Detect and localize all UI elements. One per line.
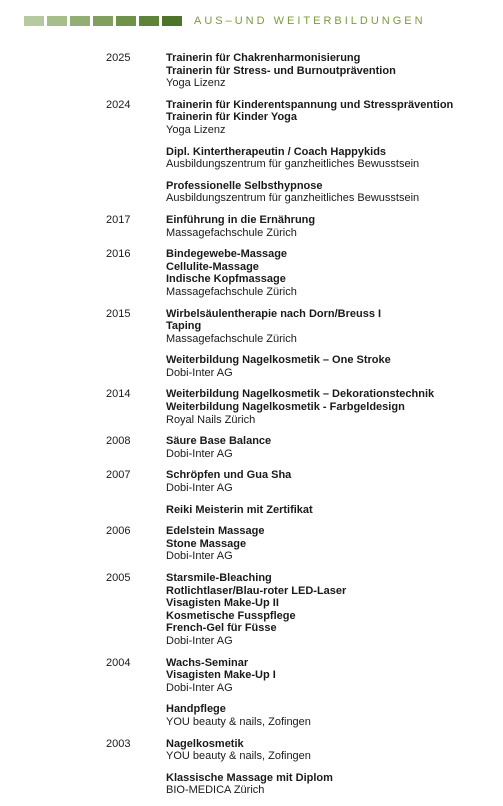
entry-year: 2005 <box>106 572 131 584</box>
entry-institution: Dobi-Inter AG <box>166 550 233 563</box>
entry-institution: Massagefachschule Zürich <box>166 332 297 345</box>
entry-year: 2004 <box>106 656 131 669</box>
entry-title: Handpflege <box>166 703 226 716</box>
education-entry <box>0 657 503 695</box>
education-entry <box>0 248 503 298</box>
entry-year: 2017 <box>106 213 131 226</box>
entry-title: Cellulite-Massage <box>166 260 259 273</box>
education-entry <box>0 469 503 494</box>
education-entry <box>0 354 503 379</box>
entry-title: Trainerin für Stress- und Burnoutprävention <box>166 64 396 77</box>
entry-year: 2016 <box>106 248 131 261</box>
entry-title: Stone Massage <box>166 537 247 550</box>
entry-title: Weiterbildung Nagelkosmetik - Farbgeldesign <box>166 401 405 414</box>
entry-institution: Yoga Lizenz <box>166 77 226 90</box>
education-entry <box>0 146 503 171</box>
entry-title: Bindegewebe-Massage <box>166 248 288 261</box>
section-header <box>24 14 426 28</box>
entry-institution: Ausbildungszentrum für ganzheitliches Bewusstsein <box>166 158 420 171</box>
entry-year: 2025 <box>106 52 131 64</box>
education-entry <box>0 99 503 137</box>
education-entry <box>0 525 503 563</box>
entry-title: Visagisten Make-Up I <box>166 669 276 682</box>
entry-institution: Massagefachschule Zürich <box>166 226 297 239</box>
entry-title: Indische Kopfmassage <box>166 273 286 286</box>
entry-title: Weiterbildung Nagelkosmetik – Dekorationstechnik <box>166 388 435 401</box>
entry-year: 2006 <box>106 525 131 538</box>
entry-title: Rotlichtlaser/Blau-roter LED-Laser <box>166 584 347 597</box>
entry-title: Wirbelsäulentherapie nach Dorn/Breuss I <box>166 307 382 320</box>
section-title: AUS–UND WEITERBILDUNGEN <box>194 15 426 27</box>
entry-institution: Dobi-Inter AG <box>166 634 233 647</box>
entry-title: Nagelkosmetik <box>166 737 244 750</box>
decorative-bar <box>47 16 67 26</box>
entry-year: 2015 <box>106 307 131 320</box>
entry-title: French-Gel für Füsse <box>166 622 277 635</box>
entry-year: 2014 <box>106 388 131 401</box>
entry-title: Kosmetische Fusspflege <box>166 609 296 622</box>
education-entry <box>0 180 503 205</box>
education-entry <box>0 435 503 460</box>
decorative-bars <box>24 16 182 26</box>
entry-institution: Dobi-Inter AG <box>166 366 233 379</box>
entry-title: Schröpfen und Gua Sha <box>166 469 292 482</box>
education-entry <box>0 308 503 346</box>
education-entry <box>0 738 503 763</box>
entry-title: Professionelle Selbsthypnose <box>166 179 323 192</box>
entry-title: Reiki Meisterin mit Zertifikat <box>166 503 313 516</box>
education-entry <box>0 703 503 728</box>
education-entry <box>0 504 503 517</box>
decorative-bar <box>116 16 136 26</box>
education-entry <box>0 388 503 426</box>
entry-institution: Massagefachschule Zürich <box>166 285 297 298</box>
entry-title: Trainerin für Kinderentspannung und Stressprävention <box>166 98 454 111</box>
entry-institution: Dobi-Inter AG <box>166 447 233 460</box>
entry-title: Weiterbildung Nagelkosmetik – One Stroke <box>166 354 391 367</box>
entry-institution: Ausbildungszentrum für ganzheitliches Bewusstsein <box>166 192 420 205</box>
decorative-bar <box>24 16 44 26</box>
entry-year: 2024 <box>106 98 131 111</box>
decorative-bar <box>93 16 113 26</box>
entry-institution: Yoga Lizenz <box>166 123 226 136</box>
entry-title: Trainerin für Chakrenharmonisierung <box>166 52 361 64</box>
entry-title: Edelstein Massage <box>166 525 265 538</box>
decorative-bar <box>162 16 182 26</box>
entry-title: Visagisten Make-Up II <box>166 597 279 610</box>
entry-institution: Dobi-Inter AG <box>166 482 233 495</box>
entry-year: 2008 <box>106 435 131 448</box>
education-entry <box>0 572 503 648</box>
entry-title: Starsmile-Bleaching <box>166 572 272 584</box>
decorative-bar <box>139 16 159 26</box>
decorative-bar <box>70 16 90 26</box>
education-list <box>0 52 503 806</box>
entry-institution: YOU beauty & nails, Zofingen <box>166 750 311 763</box>
entry-title: Dipl. Kintertherapeutin / Coach Happykids <box>166 145 387 158</box>
education-entry <box>0 52 503 90</box>
entry-institution: Royal Nails Zürich <box>166 413 256 426</box>
entry-institution: Dobi-Inter AG <box>166 681 233 694</box>
entry-institution: YOU beauty & nails, Zofingen <box>166 715 311 728</box>
entry-year: 2003 <box>106 737 131 750</box>
entry-title: Wachs-Seminar <box>166 656 249 669</box>
education-entry <box>0 772 503 797</box>
entry-title: Trainerin für Kinder Yoga <box>166 111 298 124</box>
entry-institution: BIO-MEDICA Zürich <box>166 784 265 797</box>
entry-year: 2007 <box>106 469 131 482</box>
entry-title: Einführung in die Ernährung <box>166 213 316 226</box>
entry-title: Klassische Massage mit Diplom <box>166 771 333 784</box>
entry-title: Säure Base Balance <box>166 435 272 448</box>
education-entry <box>0 214 503 239</box>
entry-title: Taping <box>166 320 202 333</box>
